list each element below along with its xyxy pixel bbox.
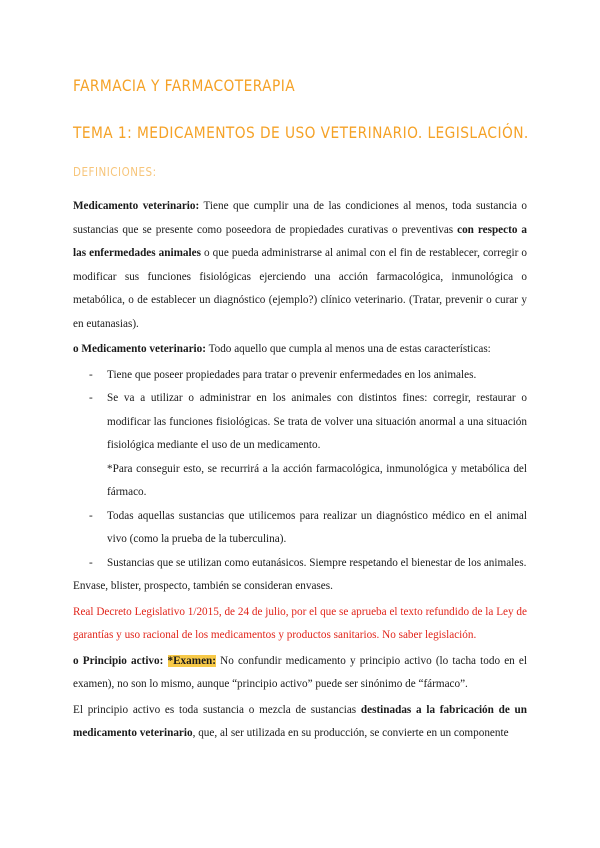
packaging-paragraph: Envase, blister, prospecto, también se consideran envases. <box>73 580 333 592</box>
course-title: FARMACIA Y FARMACOTERAPIA <box>73 76 296 95</box>
term: o Principio activo: <box>73 654 164 667</box>
legislation-paragraph: Real Decreto Legislativo 1/2015, de 24 de julio, por el que se aprueba el texto refundido de la Ley de garantías y uso racional de los medicamentos y productos sanitarios. No saber legislación. <box>73 605 527 641</box>
exam-highlight: *Examen: <box>167 654 216 667</box>
characteristics-list <box>73 364 527 458</box>
term: Medicamento veterinario: <box>73 200 200 212</box>
term: o Medicamento veterinario: <box>73 343 206 355</box>
list-item: - Todas aquellas sustancias que utilicemos para realizar un diagnóstico médico en el animal vivo (como la prueba de la tuberculina). <box>89 509 527 545</box>
active-principle-paragraph: o Principio activo: *Examen: No confundir medicamento y principio activo (lo tacha todo en el examen), no son lo mismo, aunque “principio activo” puede ser sinónimo de “fármaco”. <box>73 654 527 690</box>
active-principle-definition: El principio activo es toda sustancia o mezcla de sustancias destinadas a la fabricación de un medicamento veterinario, que, al ser utilizada en su producción, se convierte en un componente <box>73 703 527 739</box>
list-item: - Tiene que poseer propiedades para tratar o prevenir enfermedades en los animales. <box>89 368 477 381</box>
topic-title: TEMA 1: MEDICAMENTOS DE USO VETERINARIO. LEGISLACIÓN. <box>73 123 529 142</box>
list-item: - Sustancias que se utilizan como eutanásicos. Siempre respetando el bienestar de los animales. <box>89 556 527 569</box>
document-body <box>73 195 527 748</box>
section-heading: DEFINICIONES: <box>73 165 157 179</box>
definition-paragraph: Medicamento veterinario: Tiene que cumplir una de las condiciones al menos, toda sustancia o sustancias que se presente como poseedora de propiedades curativas o preventivas con respecto a las enfermedades animales o que pueda administrarse al animal con el fin de restablecer, corregir o modificar sus funciones fisiológicas ejerciendo una acción farmacológica, inmunológica o metabólica, o de establecer un diagnóstico (ejemplo?) clínico veterinario. (Tratar, prevenir o curar y en eutanasias). <box>73 200 527 330</box>
list-note: *Para conseguir esto, se recurrirá a la acción farmacológica, inmunológica y metabólica del fármaco. <box>107 462 527 498</box>
definition-paragraph-2: o Medicamento veterinario: Todo aquello que cumpla al menos una de estas características: <box>73 343 491 355</box>
list-item: - Se va a utilizar o administrar en los animales con distintos fines: corregir, restaurar o modificar las funciones fisiológicas. Se trata de volver una situación anormal a una situación fisiológica mediante el uso de un medicamento. <box>89 392 527 451</box>
characteristics-list-2 <box>73 505 527 576</box>
